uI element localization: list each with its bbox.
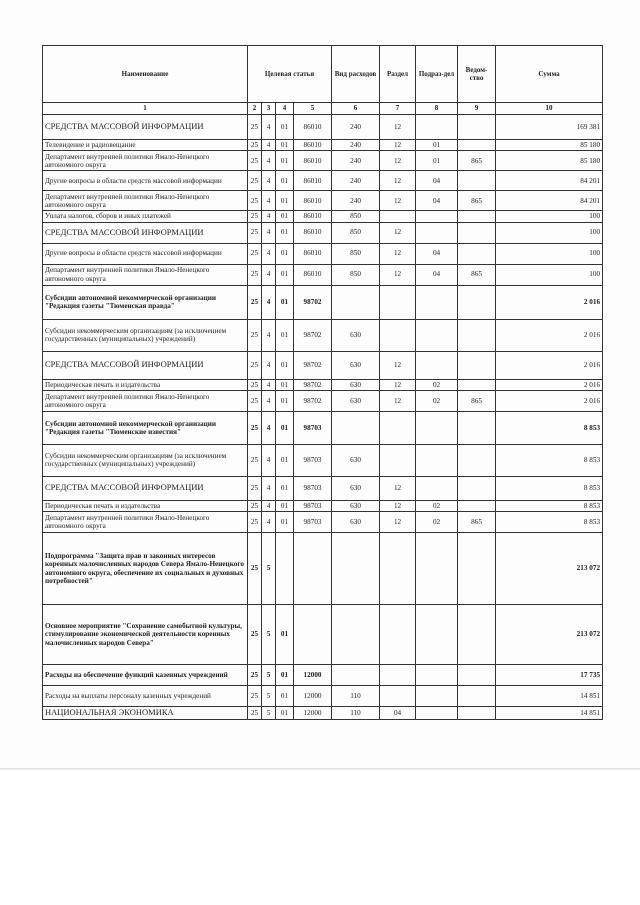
row-sum: 84 201 <box>496 191 603 211</box>
target-part-1: 25 <box>248 351 262 379</box>
table-row <box>43 533 603 605</box>
section-code: 12 <box>380 151 416 171</box>
target-code: 12000 <box>294 686 332 707</box>
target-part-1: 25 <box>248 476 262 500</box>
target-part-1: 25 <box>248 665 262 686</box>
department-code <box>458 500 496 511</box>
table-row <box>43 243 603 264</box>
section-code: 12 <box>380 115 416 140</box>
target-part-2: 5 <box>262 707 276 720</box>
section-code <box>380 211 416 222</box>
department-code <box>458 115 496 140</box>
target-part-2: 4 <box>262 379 276 390</box>
department-code <box>458 211 496 222</box>
target-part-2: 4 <box>262 411 276 444</box>
expense-type <box>332 285 380 319</box>
expense-type: 240 <box>332 115 380 140</box>
department-code <box>458 222 496 243</box>
subsection-code: 04 <box>416 243 458 264</box>
header-name: Наименование <box>43 46 248 103</box>
target-code: 98703 <box>294 411 332 444</box>
section-code <box>380 411 416 444</box>
row-name: Другие вопросы в области средств массовой информации <box>43 243 248 264</box>
target-code: 98702 <box>294 285 332 319</box>
target-part-3: 01 <box>276 351 294 379</box>
table-row <box>43 211 603 222</box>
target-part-3: 01 <box>276 151 294 171</box>
department-code <box>458 171 496 191</box>
row-name: Подпрограмма "Защита прав и законных интересов коренных малочисленных народов Севера Ямало-Ненецкого автономного округа, обеспечение их социальных и духовных потребностей" <box>43 533 248 605</box>
target-part-1: 25 <box>248 533 262 605</box>
target-code: 98702 <box>294 319 332 351</box>
subsection-code <box>416 686 458 707</box>
target-code: 86010 <box>294 140 332 151</box>
target-code: 86010 <box>294 243 332 264</box>
header-section: Раздел <box>380 46 416 103</box>
expense-type: 630 <box>332 500 380 511</box>
department-code <box>458 319 496 351</box>
target-part-1: 25 <box>248 390 262 411</box>
expense-type: 630 <box>332 319 380 351</box>
row-sum: 169 381 <box>496 115 603 140</box>
subsection-code <box>416 411 458 444</box>
row-name: Субсидии некоммерческим организациям (за исключением государственных (муниципальных) учреждений) <box>43 319 248 351</box>
target-code: 12000 <box>294 707 332 720</box>
target-part-1: 25 <box>248 115 262 140</box>
target-part-3: 01 <box>276 390 294 411</box>
row-name: Телевидение и радиовещание <box>43 140 248 151</box>
target-part-1: 25 <box>248 512 262 533</box>
target-part-3 <box>276 533 294 605</box>
section-code <box>380 319 416 351</box>
subsection-code <box>416 707 458 720</box>
row-sum: 2 016 <box>496 379 603 390</box>
subsection-code <box>416 222 458 243</box>
row-name: Расходы на выплаты персоналу казенных учреждений <box>43 686 248 707</box>
row-name: СРЕДСТВА МАССОВОЙ ИНФОРМАЦИИ <box>43 476 248 500</box>
subsection-code <box>416 444 458 476</box>
expense-type: 850 <box>332 264 380 285</box>
target-part-3: 01 <box>276 500 294 511</box>
target-code: 86010 <box>294 115 332 140</box>
target-part-1: 25 <box>248 285 262 319</box>
row-name: СРЕДСТВА МАССОВОЙ ИНФОРМАЦИИ <box>43 222 248 243</box>
section-code: 12 <box>380 476 416 500</box>
table-row <box>43 319 603 351</box>
expense-type: 850 <box>332 222 380 243</box>
target-part-2: 4 <box>262 476 276 500</box>
column-number: 1 <box>43 103 248 115</box>
target-part-2: 4 <box>262 264 276 285</box>
target-part-3: 01 <box>276 264 294 285</box>
department-code <box>458 243 496 264</box>
expense-type: 240 <box>332 191 380 211</box>
row-name: Другие вопросы в области средств массовой информации <box>43 171 248 191</box>
target-part-2: 4 <box>262 319 276 351</box>
section-code: 12 <box>380 351 416 379</box>
target-part-1: 25 <box>248 191 262 211</box>
row-sum: 100 <box>496 222 603 243</box>
department-code <box>458 533 496 605</box>
target-part-2: 4 <box>262 285 276 319</box>
column-number: 7 <box>380 103 416 115</box>
expense-type: 630 <box>332 512 380 533</box>
row-name: Основное мероприятие "Сохранение самобытной культуры, стимулирование экономической деятельности коренных малочисленных народов Севера" <box>43 605 248 665</box>
table-row <box>43 115 603 140</box>
department-code <box>458 686 496 707</box>
target-part-3: 01 <box>276 411 294 444</box>
target-code: 86010 <box>294 171 332 191</box>
target-part-2: 5 <box>262 665 276 686</box>
subsection-code: 02 <box>416 500 458 511</box>
row-sum: 213 072 <box>496 533 603 605</box>
section-code <box>380 285 416 319</box>
department-code <box>458 379 496 390</box>
target-part-3: 01 <box>276 319 294 351</box>
budget-table <box>42 45 603 720</box>
department-code: 865 <box>458 264 496 285</box>
row-name: СРЕДСТВА МАССОВОЙ ИНФОРМАЦИИ <box>43 351 248 379</box>
subsection-code: 02 <box>416 379 458 390</box>
target-code: 98702 <box>294 379 332 390</box>
section-code <box>380 686 416 707</box>
subsection-code <box>416 533 458 605</box>
row-sum: 14 851 <box>496 707 603 720</box>
row-name: СРЕДСТВА МАССОВОЙ ИНФОРМАЦИИ <box>43 115 248 140</box>
target-part-3: 01 <box>276 476 294 500</box>
row-sum: 8 853 <box>496 512 603 533</box>
row-name: Субсидии автономной некоммерческой организации "Редакция газеты "Тюменские известия" <box>43 411 248 444</box>
target-part-3: 01 <box>276 191 294 211</box>
expense-type <box>332 605 380 665</box>
section-code: 12 <box>380 222 416 243</box>
target-part-1: 25 <box>248 151 262 171</box>
target-part-3: 01 <box>276 444 294 476</box>
expense-type: 110 <box>332 707 380 720</box>
department-code <box>458 605 496 665</box>
table-row <box>43 285 603 319</box>
column-number: 10 <box>496 103 603 115</box>
target-part-1: 25 <box>248 686 262 707</box>
row-name: Субсидии некоммерческим организациям (за исключением государственных (муниципальных) учреждений) <box>43 444 248 476</box>
target-part-3: 01 <box>276 285 294 319</box>
row-sum: 2 016 <box>496 319 603 351</box>
section-code: 12 <box>380 191 416 211</box>
target-part-1: 25 <box>248 444 262 476</box>
expense-type <box>332 533 380 605</box>
column-number: 5 <box>294 103 332 115</box>
table-row <box>43 222 603 243</box>
target-part-3: 01 <box>276 171 294 191</box>
table-row <box>43 351 603 379</box>
target-part-2: 4 <box>262 243 276 264</box>
row-name: НАЦИОНАЛЬНАЯ ЭКОНОМИКА <box>43 707 248 720</box>
section-code: 04 <box>380 707 416 720</box>
header-expense-type: Вид расходов <box>332 46 380 103</box>
subsection-code: 04 <box>416 264 458 285</box>
row-sum: 85 180 <box>496 151 603 171</box>
subsection-code <box>416 285 458 319</box>
row-sum: 2 016 <box>496 390 603 411</box>
subsection-code: 01 <box>416 151 458 171</box>
target-code: 98703 <box>294 512 332 533</box>
target-part-2: 4 <box>262 500 276 511</box>
header-subsection: Подраз-дел <box>416 46 458 103</box>
subsection-code: 04 <box>416 171 458 191</box>
row-sum: 100 <box>496 243 603 264</box>
table-row <box>43 140 603 151</box>
target-part-2: 4 <box>262 351 276 379</box>
department-code <box>458 707 496 720</box>
row-sum: 100 <box>496 211 603 222</box>
target-part-1: 25 <box>248 379 262 390</box>
table-row <box>43 151 603 171</box>
target-part-3: 01 <box>276 211 294 222</box>
target-part-3: 01 <box>276 512 294 533</box>
target-code: 98702 <box>294 390 332 411</box>
target-part-1: 25 <box>248 411 262 444</box>
expense-type <box>332 665 380 686</box>
target-code: 86010 <box>294 151 332 171</box>
target-part-2: 4 <box>262 211 276 222</box>
target-part-1: 25 <box>248 264 262 285</box>
row-sum: 17 735 <box>496 665 603 686</box>
section-code: 12 <box>380 140 416 151</box>
subsection-code <box>416 211 458 222</box>
target-part-2: 4 <box>262 222 276 243</box>
department-code: 865 <box>458 390 496 411</box>
section-code: 12 <box>380 500 416 511</box>
target-part-1: 25 <box>248 500 262 511</box>
row-sum: 8 853 <box>496 411 603 444</box>
expense-type <box>332 411 380 444</box>
target-part-1: 25 <box>248 605 262 665</box>
target-part-3: 01 <box>276 140 294 151</box>
subsection-code: 01 <box>416 140 458 151</box>
target-part-3: 01 <box>276 665 294 686</box>
target-part-2: 5 <box>262 686 276 707</box>
target-part-3: 01 <box>276 222 294 243</box>
column-number: 4 <box>276 103 294 115</box>
target-part-1: 25 <box>248 140 262 151</box>
column-number: 9 <box>458 103 496 115</box>
row-name: Департамент внутренней политики Ямало-Ненецкого автономного округа <box>43 151 248 171</box>
target-part-1: 25 <box>248 171 262 191</box>
subsection-code <box>416 605 458 665</box>
target-part-2: 4 <box>262 191 276 211</box>
table-row <box>43 500 603 511</box>
table-row <box>43 379 603 390</box>
target-part-3: 01 <box>276 707 294 720</box>
column-number: 6 <box>332 103 380 115</box>
subsection-code <box>416 665 458 686</box>
department-code <box>458 411 496 444</box>
table-row <box>43 476 603 500</box>
section-code <box>380 605 416 665</box>
expense-type: 240 <box>332 151 380 171</box>
target-part-3: 01 <box>276 115 294 140</box>
section-code <box>380 444 416 476</box>
subsection-code: 04 <box>416 191 458 211</box>
row-name: Департамент внутренней политики Ямало-Ненецкого автономного округа <box>43 512 248 533</box>
row-sum: 8 853 <box>496 476 603 500</box>
department-code <box>458 444 496 476</box>
header-department: Ведом-ство <box>458 46 496 103</box>
target-part-3: 01 <box>276 686 294 707</box>
target-part-2: 4 <box>262 151 276 171</box>
target-code: 86010 <box>294 191 332 211</box>
target-part-1: 25 <box>248 707 262 720</box>
table-row <box>43 512 603 533</box>
section-code: 12 <box>380 379 416 390</box>
subsection-code <box>416 115 458 140</box>
row-sum: 8 853 <box>496 444 603 476</box>
section-code: 12 <box>380 264 416 285</box>
table-row <box>43 707 603 720</box>
target-part-2: 4 <box>262 140 276 151</box>
subsection-code <box>416 319 458 351</box>
department-code <box>458 665 496 686</box>
target-part-1: 25 <box>248 319 262 351</box>
row-sum: 84 201 <box>496 171 603 191</box>
row-name: Расходы на обеспечение функций казенных учреждений <box>43 665 248 686</box>
expense-type: 630 <box>332 390 380 411</box>
expense-type: 850 <box>332 243 380 264</box>
target-code: 86010 <box>294 211 332 222</box>
header-target: Целевая статья <box>248 46 332 103</box>
expense-type: 630 <box>332 444 380 476</box>
department-code: 865 <box>458 191 496 211</box>
target-part-1: 25 <box>248 222 262 243</box>
target-code <box>294 605 332 665</box>
row-sum: 2 016 <box>496 285 603 319</box>
target-part-2: 5 <box>262 533 276 605</box>
table-row <box>43 411 603 444</box>
target-code: 86010 <box>294 264 332 285</box>
target-part-3: 01 <box>276 605 294 665</box>
section-code: 12 <box>380 390 416 411</box>
target-code: 86010 <box>294 222 332 243</box>
target-code: 98703 <box>294 444 332 476</box>
section-code: 12 <box>380 243 416 264</box>
target-part-2: 4 <box>262 171 276 191</box>
section-code: 12 <box>380 512 416 533</box>
table-row <box>43 605 603 665</box>
table-row <box>43 665 603 686</box>
target-code: 98703 <box>294 500 332 511</box>
target-part-1: 25 <box>248 211 262 222</box>
target-code: 98702 <box>294 351 332 379</box>
table-row <box>43 171 603 191</box>
column-number: 3 <box>262 103 276 115</box>
table-row <box>43 390 603 411</box>
row-name: Субсидии автономной некоммерческой организации "Редакция газеты "Тюменская правда" <box>43 285 248 319</box>
department-code <box>458 285 496 319</box>
department-code <box>458 476 496 500</box>
target-part-2: 5 <box>262 605 276 665</box>
target-part-2: 4 <box>262 444 276 476</box>
department-code: 865 <box>458 151 496 171</box>
row-name: Департамент внутренней политики Ямало-Ненецкого автономного округа <box>43 191 248 211</box>
column-number: 8 <box>416 103 458 115</box>
row-sum: 213 072 <box>496 605 603 665</box>
scan-edge <box>0 768 640 770</box>
subsection-code <box>416 476 458 500</box>
target-part-3: 01 <box>276 243 294 264</box>
table-row <box>43 191 603 211</box>
row-sum: 85 180 <box>496 140 603 151</box>
column-number: 2 <box>248 103 262 115</box>
target-part-2: 4 <box>262 115 276 140</box>
header-sum: Сумма <box>496 46 603 103</box>
target-part-2: 4 <box>262 512 276 533</box>
row-name: Департамент внутренней политики Ямало-Ненецкого автономного округа <box>43 264 248 285</box>
table-row <box>43 686 603 707</box>
row-name: Периодическая печать и издательства <box>43 500 248 511</box>
target-code: 12000 <box>294 665 332 686</box>
row-sum: 8 853 <box>496 500 603 511</box>
expense-type: 630 <box>332 379 380 390</box>
target-code <box>294 533 332 605</box>
row-sum: 2 016 <box>496 351 603 379</box>
target-part-3: 01 <box>276 379 294 390</box>
department-code <box>458 351 496 379</box>
row-name: Периодическая печать и издательства <box>43 379 248 390</box>
target-part-1: 25 <box>248 243 262 264</box>
target-part-2: 4 <box>262 390 276 411</box>
department-code: 865 <box>458 512 496 533</box>
expense-type: 240 <box>332 140 380 151</box>
expense-type: 240 <box>332 171 380 191</box>
header-row <box>43 46 603 103</box>
target-code: 98703 <box>294 476 332 500</box>
expense-type: 110 <box>332 686 380 707</box>
table-row <box>43 444 603 476</box>
row-sum: 14 851 <box>496 686 603 707</box>
section-code <box>380 533 416 605</box>
expense-type: 850 <box>332 211 380 222</box>
table-row <box>43 264 603 285</box>
subsection-code: 02 <box>416 390 458 411</box>
subsection-code: 02 <box>416 512 458 533</box>
department-code <box>458 140 496 151</box>
column-number-row <box>43 103 603 115</box>
subsection-code <box>416 351 458 379</box>
section-code <box>380 665 416 686</box>
row-name: Департамент внутренней политики Ямало-Ненецкого автономного округа <box>43 390 248 411</box>
row-sum: 100 <box>496 264 603 285</box>
section-code: 12 <box>380 171 416 191</box>
row-name: Уплата налогов, сборов и иных платежей <box>43 211 248 222</box>
expense-type: 630 <box>332 476 380 500</box>
expense-type: 630 <box>332 351 380 379</box>
